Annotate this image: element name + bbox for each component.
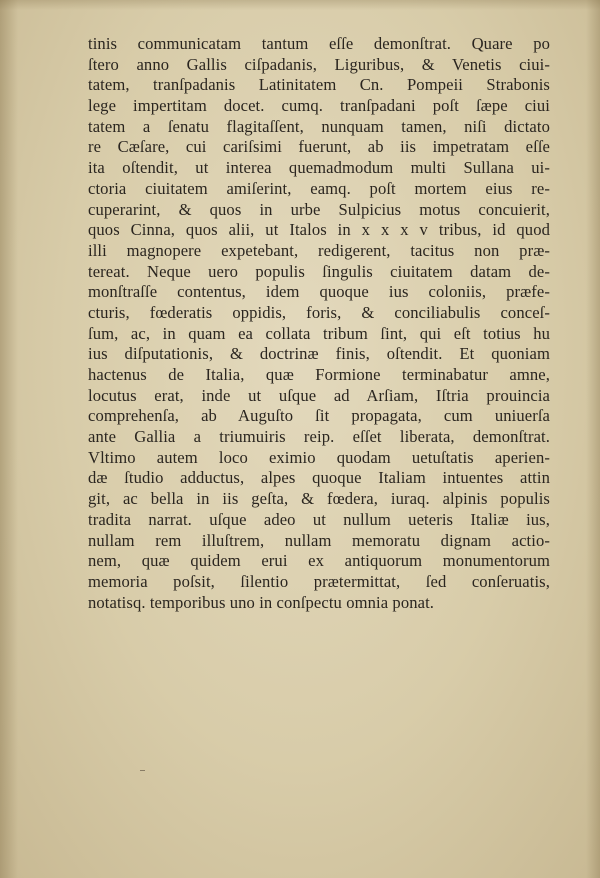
text-line: ius diſputationis, & doctrinæ finis, oſtendit. Et quoniam: [88, 344, 550, 364]
text-line: cturis, fœderatis oppidis, foris, & conciliabulis conceſ-: [88, 302, 550, 322]
text-line: locutus erat, inde ut uſque ad Arſiam, Iſtria prouincia: [88, 385, 550, 405]
body-text: [88, 34, 550, 613]
text-line: ſum, ac, in quam ea collata tribum ſint, qui eſt totius hu: [88, 323, 550, 343]
text-line: lege impertitam docet. cumq. tranſpadani poſt ſæpe ciui: [88, 96, 550, 116]
text-line: quos Cinna, quos alii, ut Italos in x x x v tribus, id quod: [88, 220, 550, 240]
text-line: notatisq. temporibus uno in conſpectu omnia ponat.: [88, 592, 435, 612]
text-line: tinis communicatam tantum eſſe demonſtrat. Quare po: [88, 34, 550, 53]
text-line: dæ ſtudio adductus, alpes quoque Italiam intuentes attin: [88, 468, 550, 488]
page-top-shadow: [0, 0, 600, 10]
text-line: tatem, tranſpadanis Latinitatem Cn. Pompeii Strabonis: [88, 75, 550, 95]
text-line: hactenus de Italia, quæ Formione terminabatur amne,: [88, 365, 550, 384]
text-line: ante Gallia a triumuiris reip. eſſet liberata, demonſtrat.: [88, 427, 550, 447]
text-line: tatem a ſenatu flagitaſſent, nunquam tamen, niſi dictato: [88, 116, 550, 136]
paper-speck: [140, 770, 145, 771]
text-line: memoria poſsit, ſilentio prætermittat, ſed conſeruatis,: [88, 571, 550, 591]
text-line: ita oſtendit, ut interea quemadmodum multi Sullana ui-: [88, 158, 550, 178]
text-line: cuperarint, & quos in urbe Sulpicius motus concuierit,: [88, 199, 550, 219]
text-line: monſtraſſe contentus, idem quoque ius coloniis, præfe-: [88, 282, 550, 302]
text-line: ctoria ciuitatem amiſerint, eamq. poſt mortem eius re-: [88, 178, 550, 198]
text-line: ſtero anno Gallis ciſpadanis, Liguribus, & Venetis ciui-: [88, 54, 550, 74]
text-line: Vltimo autem loco eximio quodam uetuſtatis aperien-: [88, 447, 550, 467]
page-gutter-shadow: [0, 0, 18, 878]
text-line: re Cæſare, cui cariſsimi fuerunt, ab iis impetratam eſſe: [88, 137, 550, 157]
text-line: tradita narrat. uſque adeo ut nullum ueteris Italiæ ius,: [88, 509, 550, 529]
text-line: illi magnopere expetebant, redigerent, tacitus non præ-: [88, 240, 550, 260]
text-line: tereat. Neque uero populis ſingulis ciuitatem datam de-: [88, 261, 550, 281]
text-line: nullam rem illuſtrem, nullam memoratu dignam actio-: [88, 530, 550, 550]
text-line: comprehenſa, ab Auguſto ſit propagata, cum uniuerſa: [88, 406, 550, 426]
page-edge-shadow: [586, 0, 600, 878]
text-line: nem, quæ quidem erui ex antiquorum monumentorum: [88, 551, 550, 571]
text-line: git, ac bella in iis geſta, & fœdera, iuraq. alpinis populis: [88, 489, 550, 509]
